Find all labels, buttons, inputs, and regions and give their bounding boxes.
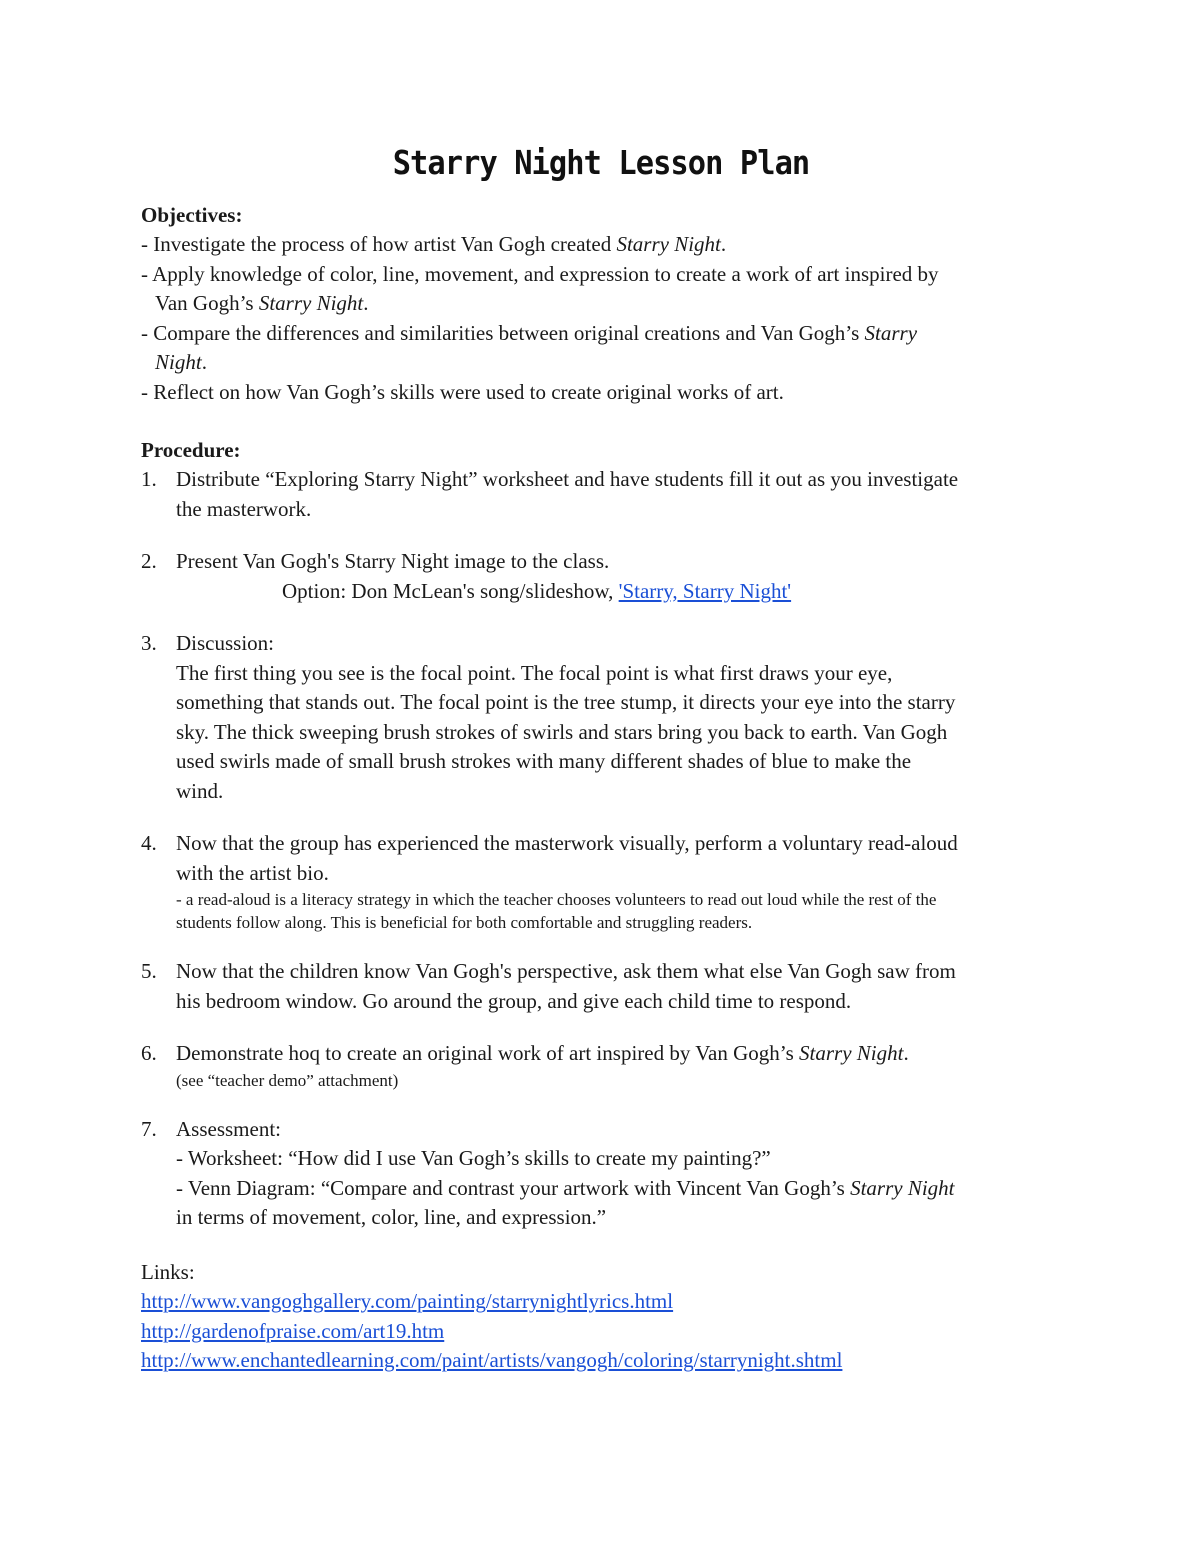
objective-1-title: Starry Night: [616, 232, 721, 256]
procedure-section: [141, 435, 1061, 1233]
step-4-line-2: with the artist bio.: [176, 860, 329, 885]
step-3-line-1: Discussion:: [176, 631, 275, 655]
objectives-heading: Objectives:: [141, 203, 243, 227]
step-6-text: Demonstrate hoq to create an original work of art inspired by Van Gogh’s: [176, 1041, 800, 1065]
procedure-step-3: [141, 629, 1061, 806]
step-2-option: [176, 577, 1061, 607]
objective-2-cont-text: Van Gogh’s: [155, 291, 259, 315]
step-6-line-1: [176, 1039, 1061, 1069]
step-4-line-1: Now that the group has experienced the masterwork visually, perform a voluntary read-aloud: [176, 831, 958, 855]
objective-1-text: - Investigate the process of how artist Van Gogh created: [141, 232, 617, 256]
objective-3-title: Starry: [864, 320, 918, 345]
vangoghgallery-link[interactable]: http://www.vangoghgallery.com/painting/starrynightlyrics.html: [141, 1289, 674, 1313]
objective-2-cont: [141, 289, 1061, 319]
objective-2: [141, 260, 1061, 290]
step-7-line-2: - Worksheet: “How did I use Van Gogh’s skills to create my painting?”: [176, 1146, 771, 1170]
step-number: 2.: [141, 549, 157, 573]
page-title: Starry Night Lesson Plan: [392, 143, 810, 182]
step-1-line-1: Distribute “Exploring Starry Night” worksheet and have students fill it out as you investigate: [176, 467, 959, 491]
step-number: 1.: [141, 467, 157, 491]
step-2-line-1: Present Van Gogh's Starry Night image to the class.: [176, 549, 610, 573]
objective-2-punct: .: [363, 291, 369, 315]
discussion-line: The first thing you see is the focal point. The focal point is what first draws your eye,: [176, 660, 893, 685]
step-7-line-3: [176, 1174, 1061, 1204]
step-7-line-1: Assessment:: [176, 1116, 281, 1141]
procedure-step-2: [141, 547, 1061, 606]
discussion-line: sky. The thick sweeping brush strokes of swirls and stars bring you back to earth. Van Gogh: [176, 719, 948, 744]
discussion-line: something that stands out. The focal point is the tree stump, it directs your eye into the starry: [176, 690, 956, 714]
step-6-title: Starry Night: [799, 1041, 904, 1065]
enchantedlearning-link[interactable]: http://www.enchantedlearning.com/paint/artists/vangogh/coloring/starrynight.shtml: [141, 1348, 843, 1372]
procedure-step-1: [141, 465, 1061, 524]
discussion-line: used swirls made of small brush strokes with many different shades of blue to make the: [176, 749, 912, 773]
step-number: 5.: [141, 959, 157, 983]
step-6-punct: .: [903, 1041, 909, 1065]
venn-text: - Venn Diagram: “Compare and contrast your artwork with Vincent Van Gogh’s: [176, 1175, 851, 1200]
objective-3-punct: .: [201, 350, 207, 374]
procedure-step-7: [141, 1115, 1061, 1233]
objective-3-title-cont: Night: [155, 350, 202, 374]
links-section: [141, 1258, 1061, 1376]
step-5-line-1: Now that the children know Van Gogh's perspective, ask them what else Van Gogh saw from: [176, 959, 956, 983]
step-1-line-2: the masterwork.: [176, 496, 312, 521]
step-number: 6.: [141, 1041, 157, 1065]
step-4-note-2: students follow along. This is beneficial for both comfortable and struggling readers.: [176, 913, 753, 932]
discussion-line: wind.: [176, 778, 224, 803]
starry-starry-night-link[interactable]: 'Starry, Starry Night': [618, 578, 792, 603]
venn-title: Starry Night: [850, 1175, 955, 1200]
procedure-step-5: [141, 957, 1061, 1016]
option-text: Option: Don McLean's song/slideshow,: [282, 578, 619, 603]
step-number: 7.: [141, 1116, 157, 1141]
step-number: 4.: [141, 831, 157, 855]
step-6-note: (see “teacher demo” attachment): [176, 1070, 399, 1090]
step-4-note-1: - a read-aloud is a literacy strategy in which the teacher chooses volunteers to read out loud while the rest of the: [176, 890, 937, 909]
gardenofpraise-link[interactable]: http://gardenofpraise.com/art19.htm: [141, 1318, 445, 1343]
lesson-plan-page: [141, 140, 1061, 1376]
procedure-heading: Procedure:: [141, 438, 241, 462]
step-5-line-2: his bedroom window. Go around the group, and give each child time to respond.: [176, 988, 852, 1013]
objective-1: [141, 230, 1061, 260]
objective-3-text: - Compare the differences and similarities between original creations and Van Gogh’s: [141, 320, 865, 345]
objective-3: [141, 319, 1061, 349]
objective-4: - Reflect on how Van Gogh’s skills were used to create original works of art.: [141, 379, 784, 404]
links-heading: Links:: [141, 1259, 195, 1284]
objective-3-cont: [141, 348, 1061, 378]
objectives-section: [141, 200, 1061, 407]
step-number: 3.: [141, 631, 157, 655]
procedure-step-4: [141, 829, 1061, 934]
objective-2-text: - Apply knowledge of color, line, movement, and expression to create a work of art inspired by: [141, 261, 939, 286]
objective-1-punct: .: [720, 232, 727, 256]
objective-2-title: Starry Night: [258, 291, 364, 315]
step-7-line-4: in terms of movement, color, line, and expression.”: [176, 1205, 607, 1229]
procedure-step-6: [141, 1039, 1061, 1092]
